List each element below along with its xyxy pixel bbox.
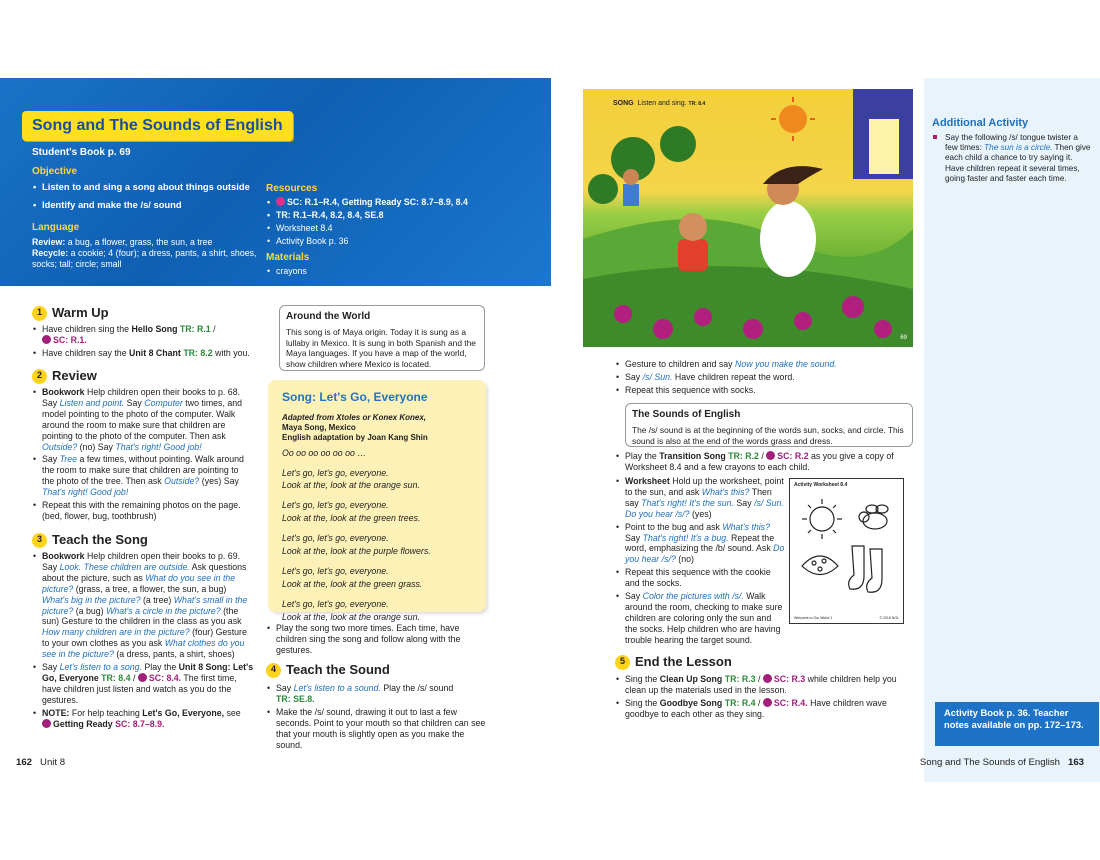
list-item: • Make the /s/ sound, drawing it out to last a few seconds. Point to your mouth so that children can see that your mouth is slightly open as you make the sound. (266, 707, 486, 751)
resource-item: • TR: R.1–R.4, 8.2, 8.4, SE.8 (266, 210, 536, 221)
list-item: • Gesture to children and say Now you make the sound. (615, 359, 915, 370)
footer-left (16, 757, 65, 769)
song-line: Oo oo oo oo oo oo … (282, 447, 367, 458)
resource-item: • SC: R.1–R.4, Getting Ready SC: 8.7–8.9, 8.4 (266, 197, 536, 208)
warmup-heading: 1 Warm Up (32, 305, 109, 321)
additional-activity-text: Say the following /s/ tongue twister a few times: The sun is a circle. Then give each child a chance to try saying it. Have children repeat it several times, going faster and faster each time. (933, 133, 1091, 184)
materials-list (266, 266, 307, 279)
song-line: Let's go, let's go, everyone. (282, 533, 389, 544)
around-world-heading: Around the World (286, 311, 371, 322)
transition-list (615, 451, 915, 475)
worksheet-title: Activity Worksheet 8.4 (794, 482, 848, 488)
song-line: Look at the, look at the purple flowers. (282, 546, 431, 557)
list-item: • Worksheet Hold up the worksheet, point to the sun, and ask What's this? Then say That's right! It's the sun. Say /s/ Sun. Do you hear /s/? (yes) (615, 476, 785, 520)
song-line: Look at the, look at the green trees. (282, 513, 421, 524)
play-more-list (266, 623, 486, 658)
page-number: 162 (16, 757, 33, 768)
list-item: • Say /s/ Sun. Have children repeat the word. (615, 372, 915, 383)
step-number: 5 (615, 655, 630, 670)
review-label: Review: (32, 237, 66, 247)
song-illustration (583, 89, 913, 347)
teach-song-heading: 3 Teach the Song (32, 532, 148, 548)
resources-list (266, 197, 536, 249)
end-lesson-heading: 5 End the Lesson (615, 654, 732, 670)
additional-activity-heading: Additional Activity (932, 117, 1029, 129)
warmup-list (32, 324, 252, 361)
chapter-title: Song and The Sounds of English (919, 757, 1060, 768)
song-line: Let's go, let's go, everyone. (282, 565, 389, 576)
song-line: Let's go, let's go, everyone. (282, 467, 389, 478)
song-credit: English adaptation by Joan Kang Shin (282, 432, 428, 442)
activity-book-note: Activity Book p. 36. Teacher notes available on pp. 172–173. (935, 702, 1099, 746)
play-icon (763, 698, 772, 707)
song-line: Let's go, let's go, everyone. (282, 598, 389, 609)
list-item: • Repeat this with the remaining photos on the page. (bed, flower, bug, toothbrush) (32, 500, 252, 522)
teach-sound-list (266, 683, 486, 752)
list-item: • Point to the bug and ask What's this? Say That's right! It's a bug. Repeat the word, emphasizing the /b/ sound. Ask Do you hear /s/? (no) (615, 522, 785, 566)
list-item: • Play the song two more times. Each time, have children sing the song and follow along with the gestures. (266, 623, 486, 656)
song-line: Look at the, look at the orange sun. (282, 611, 420, 622)
resource-item: • Worksheet 8.4 (266, 223, 536, 234)
worksheet-thumbnail (789, 478, 904, 624)
objectives-list (32, 181, 262, 212)
list-item: • Say Let's listen to a sound. Play the /s/ sound TR: SE.8. (266, 683, 486, 705)
song-lyrics-card (268, 380, 486, 622)
material-item: • crayons (266, 266, 307, 277)
review-list (32, 387, 252, 524)
play-icon (42, 335, 51, 344)
list-item: • Say Color the pictures with /s/. Walk around the room, checking to make sure children are coloring only the sun and the socks. Help children who are having trouble hearing the target sound. (615, 591, 785, 646)
objective-item: • Identify and make the /s/ sound (32, 199, 262, 211)
list-item: • Have children say the Unit 8 Chant TR: 8.2 with you. (32, 348, 252, 359)
around-world-box (279, 305, 485, 371)
list-item: • NOTE: For help teaching Let's Go, Everyone, see Getting Ready SC: 8.7–8.9. (32, 708, 254, 730)
play-icon (766, 451, 775, 460)
teach-sound-heading: 4 Teach the Sound (266, 662, 390, 678)
list-item: • Say Let's listen to a song. Play the Unit 8 Song: Let's Go, Everyone TR: 8.4 / SC: 8.4. The first time, have children just listen and watch as you do the gestures. (32, 662, 254, 706)
worksheet-footer-left: Welcome to Our World 1 (794, 615, 833, 620)
unit-label: Unit 8 (40, 757, 66, 768)
sounds-of-english-box (625, 403, 913, 447)
song-line: Look at the, look at the orange sun. (282, 480, 420, 491)
end-lesson-list (615, 674, 915, 722)
gesture-list (615, 359, 915, 398)
list-item: • Sing the Goodbye Song TR: R.4 / SC: R.4. Have children wave goodbye to each other as they sing. (615, 698, 915, 720)
review-heading: 2 Review (32, 368, 97, 384)
list-item: • Repeat this sequence with socks. (615, 385, 915, 396)
resources-heading: Resources (266, 183, 318, 194)
play-icon (276, 197, 285, 206)
sounds-heading: The Sounds of English (632, 409, 741, 420)
objective-heading: Objective (32, 166, 78, 177)
language-text (32, 237, 257, 270)
step-number: 4 (266, 663, 281, 678)
song-line: Look at the, look at the green grass. (282, 578, 423, 589)
recycle-label: Recycle: (32, 247, 69, 258)
play-icon (763, 674, 772, 683)
lesson-title: Song and The Sounds of English (22, 111, 293, 141)
step-number: 1 (32, 306, 47, 321)
song-credit: Maya Song, Mexico (282, 422, 356, 432)
worksheet-list (615, 476, 785, 648)
language-heading: Language (32, 222, 80, 233)
students-book-ref: Student's Book p. 69 (32, 147, 131, 158)
list-item: • Sing the Clean Up Song TR: R.3 / SC: R.3 while children help you clean up the materials used in the lesson. (615, 674, 915, 696)
list-item: • Bookwork Help children open their books to p. 69. Say Look. These children are outside. Ask questions about the picture, such as What do you see in the picture? (grass, a tree, a flower, the sun, a bug) What's big in the picture? (a tree) What's small in the picture? (a bug) What's a circle in the picture? (the sun) Gesture to the children in the class as you ask How many children are in the picture? (four) Gesture to your own clothes as you ask What clothes do you see in the picture? (a dress, pants, a shirt, shoes) (32, 551, 254, 660)
children-playing-illustration (583, 89, 913, 347)
teach-song-list (32, 551, 254, 732)
play-icon (138, 673, 147, 682)
illustration-page-number: 69 (900, 334, 907, 341)
list-item: • Say Tree a few times, without pointing. Walk around the room to make sure that children are pointing to the photo of the tree. Then ask Outside? (yes) Say That's right! Good job! (32, 454, 252, 498)
worksheet-footer-right: © 2018 NGL (879, 615, 899, 620)
list-item: • Repeat this sequence with the cookie and the socks. (615, 567, 785, 589)
list-item: • Have children sing the Hello Song TR: R.1 / SC: R.1. (32, 324, 252, 346)
song-line: Let's go, let's go, everyone. (282, 500, 389, 511)
worksheet-drawings (790, 491, 903, 611)
objective-item: • Listen to and sing a song about things outside (32, 181, 262, 193)
song-credit: Adapted from Xtoles or Konex Konex, (282, 412, 427, 422)
review-text: a bug, a flower, grass, the sun, a tree (67, 237, 213, 247)
recycle-text: a cookie; 4 (four); a dress, pants, a shirt, shoes, socks; tall; circle; small (32, 247, 257, 269)
list-item: • Bookwork Help children open their books to p. 68. Say Listen and point. Say Computer two times, and model pointing to the photo of the computer. Walk around the room to make sure that children are pointing to the photo of the computer. Then ask Outside? (no) Say That's right! Good job! (32, 387, 252, 452)
materials-heading: Materials (266, 252, 310, 263)
around-world-text: This song is of Maya origin. Today it is sung as a lullaby in Mexico. It is sung in both Spanish and the Maya languages. If you have a map of the world, show children where Mexico is located. (286, 327, 476, 369)
footer-right (920, 757, 1084, 769)
step-number: 3 (32, 533, 47, 548)
song-caption: SONG Listen and sing. TR: 8.4 (613, 100, 706, 107)
list-item: • Play the Transition Song TR: R.2 / SC: R.2 as you give a copy of Worksheet 8.4 and a few crayons to each child. (615, 451, 915, 473)
step-number: 2 (32, 369, 47, 384)
play-icon (42, 719, 51, 728)
sounds-text: The /s/ sound is at the beginning of the words sun, socks, and circle. This sound is also at the end of the words grass and dress. (632, 425, 904, 446)
resource-item: • Activity Book p. 36 (266, 236, 536, 247)
song-title: Song: Let's Go, Everyone (282, 390, 428, 404)
page-number: 163 (1067, 757, 1084, 768)
